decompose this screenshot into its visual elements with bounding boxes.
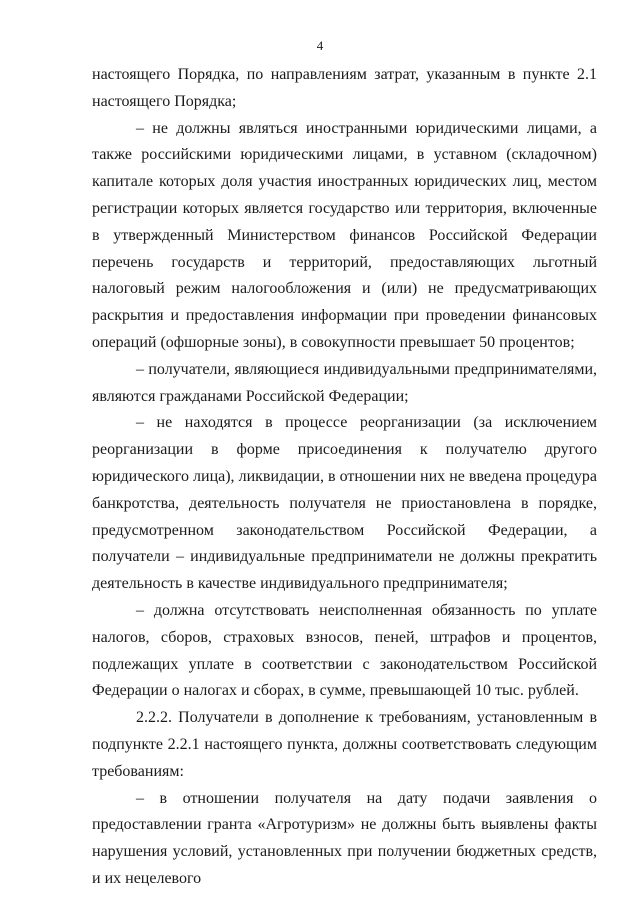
paragraph-violations: – в отношении получателя на дату подачи заявления о предоставлении гранта «Агротуризм» не должны быть выявлены факты нарушения условий, установленных при получении бюджетных средств, и их нецелевого xyxy=(92,789,597,887)
document-body xyxy=(92,62,597,893)
paragraph-tax-obligations: – должна отсутствовать неисполненная обязанность по уплате налогов, сборов, страховых взносов, пеней, штрафов и процентов, подлежащих уплате в соответствии с законодательством Российской Федерации о налогах и сборах, в сумме, превышающей 10 тыс. рублей. xyxy=(92,601,597,700)
paragraph-foreign-entities: – не должны являться иностранными юридическими лицами, а также российскими юридическими лицами, в уставном (складочном) капитале которых доля участия иностранных юридических лиц, местом регистрации которых является государство или территория, включенные в утвержденный Министерством финансов Российской Федерации перечень государств и территорий, предоставляющих льготный налоговый режим налогообложения и (или) не предусматривающих раскрытия и предоставления информации при проведении финансовых операций (офшорные зоны), в совокупности превышает 50 процентов; xyxy=(92,119,597,351)
paragraph-reorganization: – не находятся в процессе реорганизации (за исключением реорганизации в форме присоединения к получателю другого юридического лица), ликвидации, в отношении них не введена процедура банкротства, деятельность получателя не приостановлена в порядке, предусмотренном законодательством Российской Федерации, а получатели – индивидуальные предприниматели не должны прекратить деятельность в качестве индивидуального предпринимателя; xyxy=(92,414,597,593)
page-number: 4 xyxy=(316,38,324,53)
paragraph-continuation: настоящего Порядка, по направлениям затрат, указанным в пункте 2.1 настоящего Порядка; xyxy=(92,66,597,110)
paragraph-individual-entrepreneurs: – получатели, являющиеся индивидуальными предпринимателями, являются гражданами Российской Федерации; xyxy=(92,360,597,405)
paragraph-section-2-2-2: 2.2.2. Получатели в дополнение к требованиям, установленным в подпункте 2.2.1 настоящего пункта, должны соответствовать следующим требованиям: xyxy=(92,709,597,780)
